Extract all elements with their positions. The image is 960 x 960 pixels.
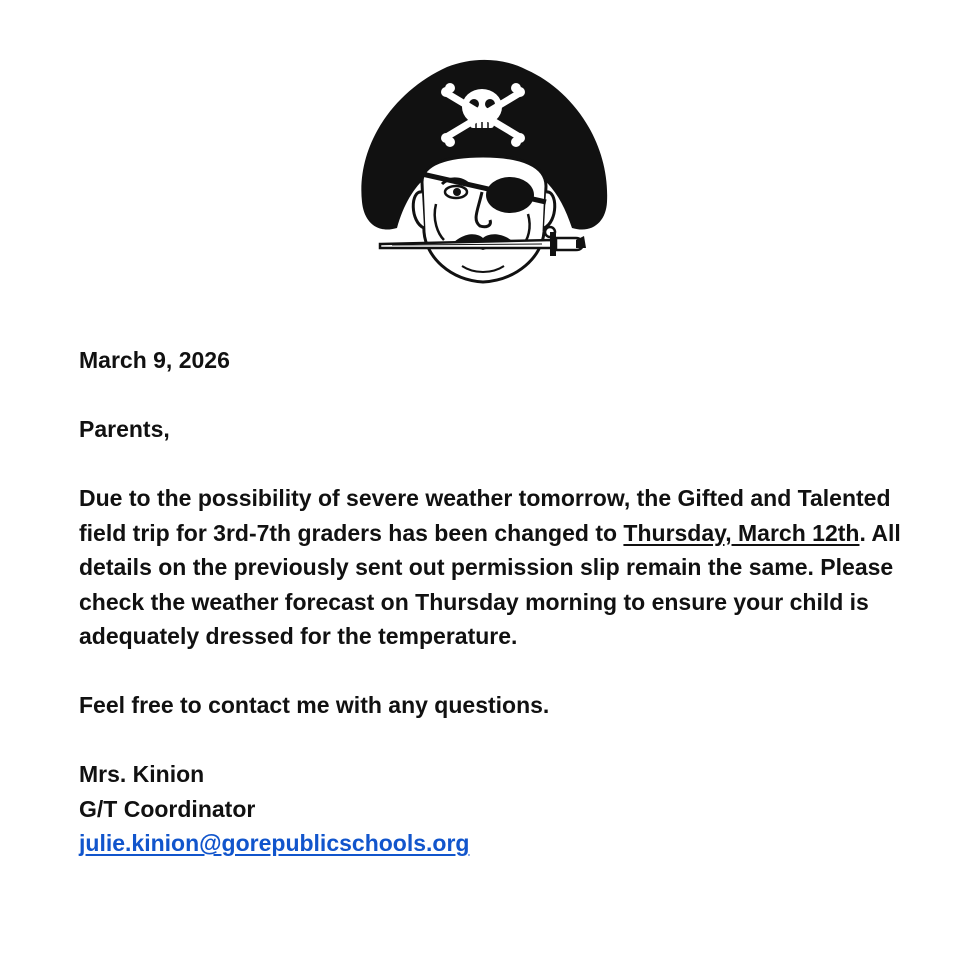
letter-paragraph — [79, 481, 909, 654]
letter-body — [79, 343, 909, 861]
letter-date: March 9, 2026 — [79, 347, 230, 373]
email-link[interactable]: julie.kinion@gorepublicschools.org — [79, 830, 470, 856]
pirate-mascot-logo-icon — [352, 52, 614, 292]
letter-paragraph-part1: Due to the possibility of severe weather tomorrow, the Gifted and Talented field trip for 3rd-7th graders has been changed to — [79, 485, 891, 546]
letter-closing: Feel free to contact me with any questions. — [79, 692, 550, 718]
signature-name: Mrs. Kinion — [79, 761, 205, 787]
letter-paragraph-part2: . All details on the previously sent out permission slip remain the same. Please check the weather forecast on Thursday morning to ensure your child is adequately dressed for the temperature. — [79, 519, 901, 649]
new-trip-date: Thursday, March 12th — [623, 519, 860, 546]
signature-title: G/T Coordinator — [79, 795, 256, 822]
letter-greeting: Parents, — [79, 416, 170, 442]
